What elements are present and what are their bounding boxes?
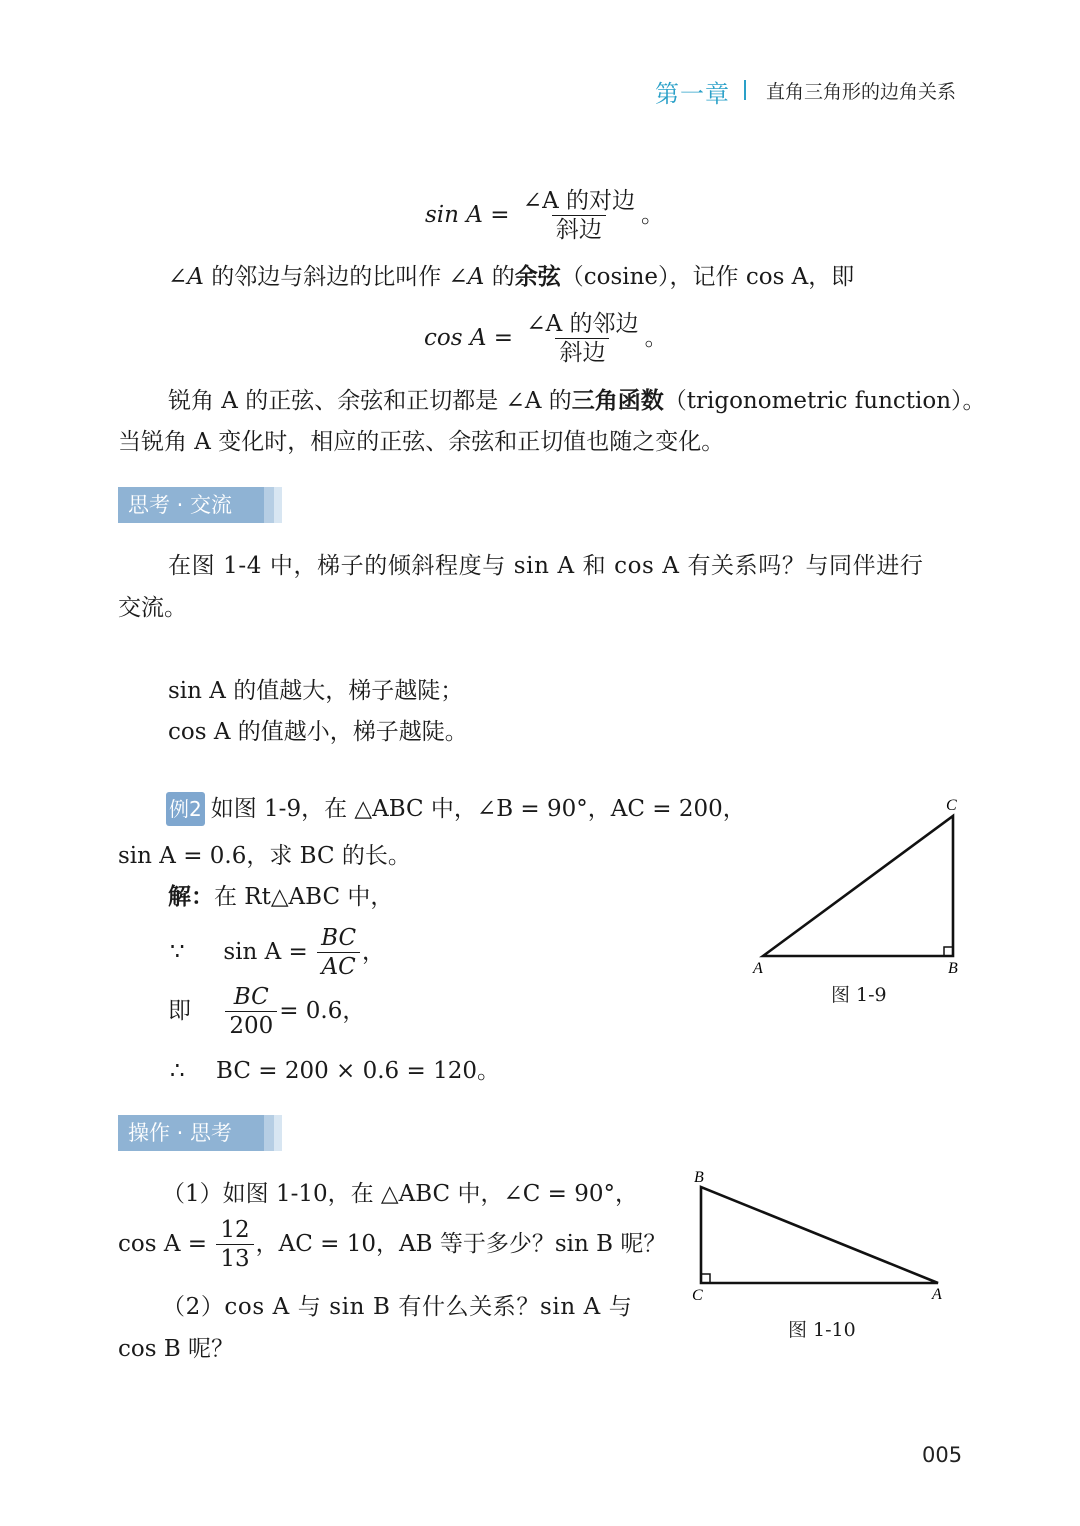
cos-intro-part3: （cosine），记作 cos A，即 [560,264,855,290]
cos-formula [424,311,668,367]
vertex-label-a: A [932,1286,942,1303]
solution-step3 [170,1052,500,1085]
step1-fraction [317,925,360,981]
operation-question1-rest: ，AC = 10，AB 等于多少？sin B 呢？ [255,1230,667,1257]
trig-def-part1: 锐角 A 的正弦、余弦和正切都是 ∠A 的 [168,388,572,414]
chapter-title: 直角三角形的边角关系 [766,81,957,103]
cos-fraction [522,311,642,367]
term-cosine: 余弦 [514,264,561,290]
sin-formula-lhs: sin A = [425,201,510,228]
right-angle-mark [701,1274,710,1283]
section-banner-operate-think [118,1115,288,1151]
step1-denominator: AC [317,952,359,980]
cos-formula-end: 。 [644,324,668,351]
step2-rhs: = 0.6， [279,997,366,1024]
figure-1-9-triangle [748,792,972,980]
cos-a-fraction [216,1217,253,1273]
vertex-label-c: C [946,797,957,814]
term-trig-function: 三角函数 [571,388,664,414]
banner-tail [264,1115,274,1151]
vertex-label-a: A [753,960,763,977]
solution-intro [168,878,393,911]
banner-label: 思考 · 交流 [118,487,264,523]
sin-fraction-denominator: 斜边 [552,215,606,243]
header-separator [744,80,746,100]
vertex-label-b: B [948,960,958,977]
trig-function-definition [168,382,986,415]
example2-line1: 如图 1-9，在 △ABC 中，∠B = 90°，AC = 200， [210,796,746,822]
answer-cos: cos A 的值越小，梯子越陡。 [168,719,468,745]
figure-1-10-triangle [686,1165,956,1307]
step2-denominator: 200 [225,1011,277,1039]
cos-intro-part2: 的 [484,264,515,290]
cos-definition-text [168,258,854,291]
banner-label: 操作 · 思考 [118,1115,264,1151]
banner-tail [264,487,274,523]
discussion-question-cont: 交流。 [118,595,187,621]
step1-end: ， [362,938,386,965]
solution-line1: 在 Rt△ABC 中， [214,884,394,910]
cos-a-lhs: cos A = [118,1230,208,1257]
cos-a-numerator: 12 [220,1217,250,1243]
banner-tail-light [274,1115,282,1151]
solution-step1 [170,925,385,981]
angle-a-symbol-2: ∠A [448,264,485,290]
therefore-symbol: ∴ [170,1058,185,1084]
namely-label: 即 [168,997,191,1024]
page-number: 005 [922,1443,963,1467]
figure-1-10-caption: 图 1-10 [788,1319,856,1341]
banner-tail-light [274,487,282,523]
because-symbol: ∵ [170,938,185,965]
step1-numerator: BC [321,925,357,951]
vertex-label-c: C [692,1287,703,1304]
sin-fraction [519,188,639,244]
step1-lhs: sin A = [223,938,308,965]
sin-formula [425,188,664,244]
operation-question1: （1）如图 1-10，在 △ABC 中，∠C = 90°， [162,1181,638,1207]
example2-line2: sin A = 0.6，求 BC 的长。 [118,843,411,869]
trig-change-text: 当锐角 A 变化时，相应的正弦、余弦和正切值也随之变化。 [118,429,725,455]
cos-formula-lhs: cos A = [424,324,514,351]
cos-fraction-numerator: ∠A 的邻边 [526,311,639,337]
example-badge: 例2 [166,792,205,826]
example2-statement [166,790,746,826]
step3-text: BC = 200 × 0.6 = 120。 [216,1058,500,1084]
trig-def-part2: （trigonometric function）。 [663,388,986,414]
sin-fraction-numerator: ∠A 的对边 [522,188,635,214]
angle-a-symbol: ∠A [168,264,204,290]
sin-formula-end: 。 [641,201,664,228]
vertex-label-b: B [694,1169,704,1186]
solution-step2 [168,984,365,1040]
operation-question1-cont [118,1217,666,1273]
cos-intro-part1: 的邻边与斜边的比叫作 [203,264,449,290]
cos-fraction-denominator: 斜边 [555,338,609,366]
triangle-abc [763,816,953,956]
operation-question2-cont: cos B 呢？ [118,1336,235,1362]
cos-a-denominator: 13 [216,1244,253,1272]
triangle-abc [701,1187,938,1283]
step2-numerator: BC [233,984,269,1010]
operation-question2: （2）cos A 与 sin B 有什么关系？sin A 与 [162,1294,633,1320]
solution-label: 解： [168,884,214,910]
chapter-label: 第一章 [655,80,730,108]
right-angle-mark [944,947,953,956]
discussion-question: 在图 1-4 中，梯子的倾斜程度与 sin A 和 cos A 有关系吗？与同伴进行 [168,553,924,579]
step2-fraction [225,984,277,1040]
answer-sin: sin A 的值越大，梯子越陡； [168,678,464,704]
section-banner-think-discuss [118,487,288,523]
figure-1-9-caption: 图 1-9 [831,984,887,1006]
